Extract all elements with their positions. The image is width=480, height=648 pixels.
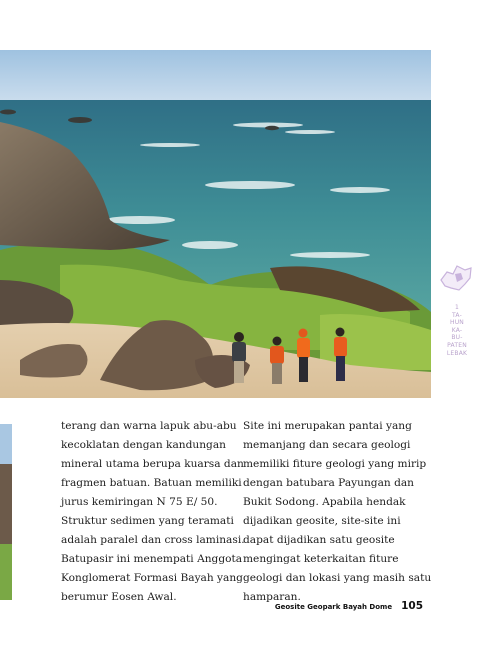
side-caption-line: TA-: [452, 311, 462, 319]
running-title: Geosite Geopark Bayah Dome: [274, 603, 393, 611]
page-number: 105: [401, 600, 423, 612]
side-caption: [438, 304, 476, 357]
side-caption-line: 1: [454, 304, 460, 311]
side-caption-line: HUN: [450, 319, 464, 327]
side-caption-line: LEBAK: [446, 349, 468, 357]
side-caption-line: PATEN: [447, 341, 467, 349]
text-column-right: [243, 417, 433, 607]
page-footer: [275, 600, 423, 612]
side-caption-line: KA-: [451, 326, 463, 334]
body-paragraph: terang dan warna lapuk abu-abu kecoklatan dengan kandungan mineral utama berupa kuarsa dan fragmen batuan. Batuan memiliki jurus kemiringan N 75 E/ 50. Struktur sedimen yang teramati adalah paralel dan cross laminasi. Batupasir ini menempati Anggota Konglomerat Formasi Bayah yang berumur Eosen Awal.: [61, 420, 245, 603]
side-caption-line: BU-: [451, 334, 463, 342]
coast-photo: [0, 50, 431, 398]
text-column-left: [61, 417, 253, 607]
adjacent-photo-edge: [0, 424, 12, 600]
region-map-icon: [437, 262, 475, 294]
body-paragraph: Site ini merupakan pantai yang memanjang dan secara geologi memiliki fiture geologi yang mirip dengan batubara Payungan dan Bukit Sodong. Apabila hendak dijadikan geosite, site-site ini dapat dijadikan satu geosite mengingat keterkaitan fiture geologi dan lokasi yang masih satu hamparan.: [243, 420, 432, 603]
